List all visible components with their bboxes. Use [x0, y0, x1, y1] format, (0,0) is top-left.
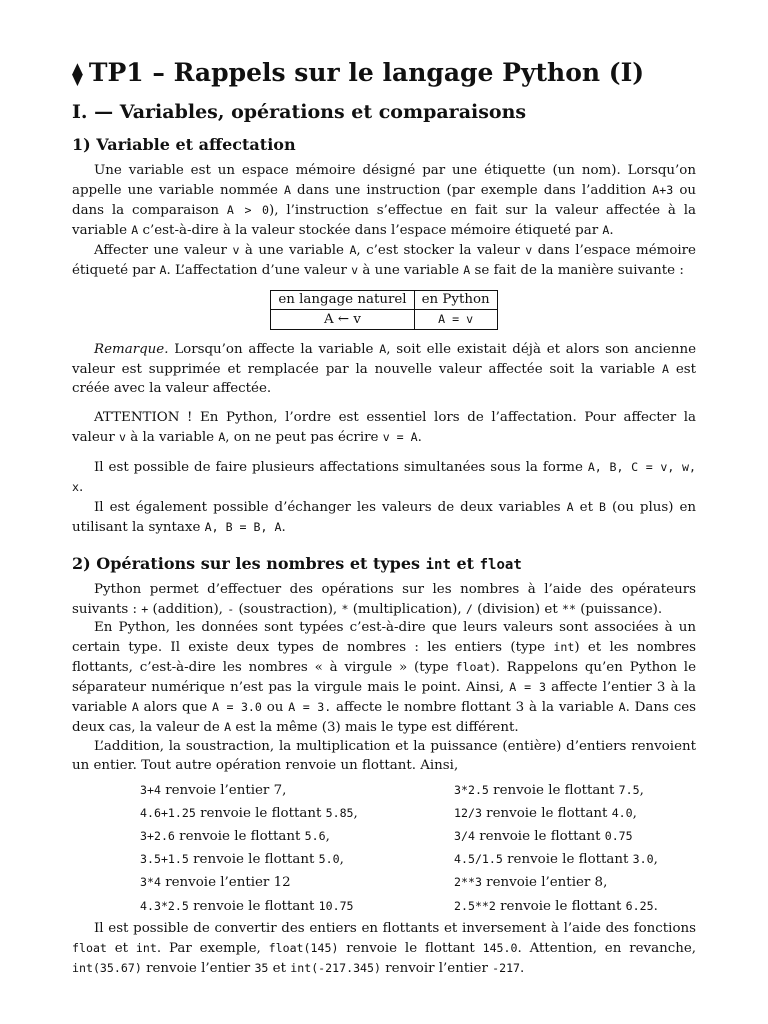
- example-item: 3+4 renvoie l’entier 7,: [140, 782, 287, 798]
- diamond-icon: ⧫: [72, 61, 83, 87]
- table-header-natural: en langage naturel: [271, 291, 414, 310]
- example-item: 4.3*2.5 renvoie le flottant 10.75: [140, 898, 354, 914]
- table-header-python: en Python: [414, 291, 497, 310]
- document-title-text: TP1 – Rappels sur le langage Python (I): [88, 58, 645, 87]
- example-item: 3.5+1.5 renvoie le flottant 5.0,: [140, 852, 344, 868]
- paragraph-operators: Python permet d’effectuer des opérations sur les nombres à l’aide des opérateurs suivants : + (addition), - (soustraction), * (multiplication), / (division) et ** (puissance).: [72, 581, 696, 617]
- paragraph-affectation: Affecter une valeur v à une variable A, c’est stocker la valeur v dans l’espace mémoire étiqueté par A. L’affectation d’une valeur v à une variable A se fait de la manière suivante :: [72, 242, 696, 278]
- example-item: 3+2.6 renvoie le flottant 5.6,: [140, 829, 330, 845]
- table-row: [271, 310, 497, 330]
- examples-grid: [140, 779, 696, 918]
- subsection-1-title: 1) Variable et affectation: [72, 135, 296, 154]
- table-row: [271, 291, 497, 310]
- table-cell-natural: A ← v: [271, 310, 414, 330]
- paragraph-swap: Il est également possible d’échanger les valeurs de deux variables A et B (ou plus) en utilisant la syntaxe A, B = B, A.: [72, 499, 696, 535]
- table-cell-python: A = v: [414, 310, 497, 330]
- paragraph-attention: ATTENTION ! En Python, l’ordre est essentiel lors de l’affectation. Pour affecter la valeur v à la variable A, on ne peut pas écrire v = A.: [72, 410, 696, 446]
- example-item: 3/4 renvoie le flottant 0.75: [454, 829, 633, 845]
- example-item: 2**3 renvoie l’entier 8,: [454, 875, 608, 891]
- subsection-2-title: 2) Opérations sur les nombres et types int et float: [72, 553, 522, 573]
- paragraph-remark: Remarque. Lorsqu’on affecte la variable A, soit elle existait déjà et alors son ancienne valeur est supprimée et remplacée par la nouvelle valeur affectée soit la variable A est créée avec la valeur affectée.: [72, 342, 697, 397]
- paragraph-multiple-affectation: Il est possible de faire plusieurs affectations simultanées sous la forme A, B, C = v, w, x.: [72, 459, 696, 495]
- example-item: 12/3 renvoie le flottant 4.0,: [454, 805, 637, 821]
- example-item: 3*4 renvoie l’entier 12: [140, 875, 291, 891]
- example-item: 4.6+1.25 renvoie le flottant 5.85,: [140, 805, 358, 821]
- paragraph-operation-results: L’addition, la soustraction, la multiplication et la puissance (entière) d’entiers renvoient un entier. Tout autre opération renvoie un flottant. Ainsi,: [72, 738, 696, 773]
- affectation-table: [270, 290, 497, 330]
- example-item: 3*2.5 renvoie le flottant 7.5,: [454, 782, 644, 798]
- paragraph-variable-definition: Une variable est un espace mémoire désigné par une étiquette (un nom). Lorsqu’on appelle une variable nommée A dans une instruction (par exemple dans l’addition A+3 ou dans la comparaison A > 0), l’instruction s’effectue en fait sur la valeur affectée à la variable A c’est-à-dire à la valeur stockée dans l’espace mémoire étiqueté par A.: [72, 163, 697, 238]
- paragraph-types: En Python, les données sont typées c’est-à-dire que leurs valeurs sont associées à un certain type. Il existe deux types de nombres : les entiers (type int) et les nombres flottants, c’est-à-dire les nombres « à virgule » (type float). Rappelons qu’en Python le séparateur numérique n’est pas la virgule mais le point. Ainsi, A = 3 affecte l’entier 3 à la variable A alors que A = 3.0 ou A = 3. affecte le nombre flottant 3 à la variable A. Dans ces deux cas, la valeur de A est la même (3) mais le type est différent.: [72, 620, 697, 735]
- document-title: [72, 58, 696, 87]
- section-1-title: I. — Variables, opérations et comparaisons: [72, 101, 527, 123]
- example-item: 2.5**2 renvoie le flottant 6.25.: [454, 898, 658, 914]
- paragraph-conversion: Il est possible de convertir des entiers en flottants et inversement à l’aide des fonctions float et int. Par exemple, float(145) renvoie le flottant 145.0. Attention, en revanche, int(35.67) renvoie l’entier 35 et int(-217.345) renvoir l’entier -217.: [72, 920, 697, 976]
- example-item: 4.5/1.5 renvoie le flottant 3.0,: [454, 852, 658, 868]
